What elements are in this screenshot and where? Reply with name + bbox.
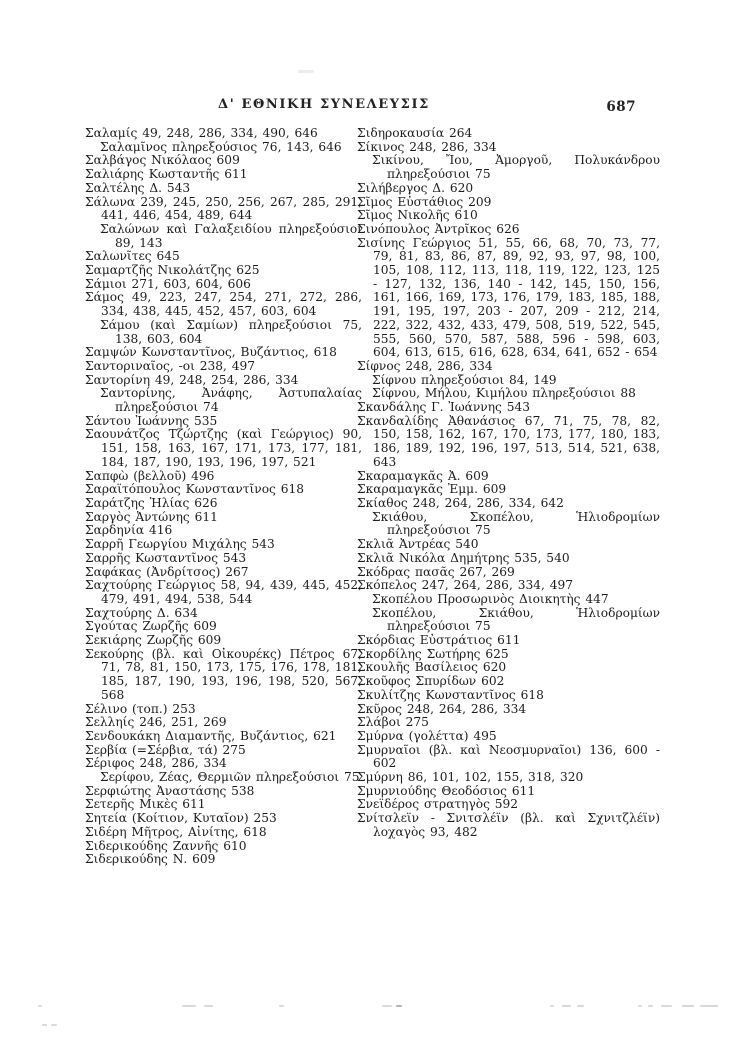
index-entry: Σαρδηνία 416: [85, 523, 173, 538]
index-entry: Σμύρνα (γολέττα) 495: [357, 728, 497, 743]
index-entry: Σαργὸς Ἀντώνης 611: [85, 509, 218, 524]
scan-noise: [30, 1004, 720, 1008]
index-entry: Σκόδρας πασᾶς 267, 269: [357, 564, 515, 579]
index-entry: Σητεία (Κοίτιον, Κυταῖον) 253: [85, 811, 277, 826]
index-entry: Σίφνου πληρεξούσιοι 84, 149: [372, 372, 557, 387]
index-entry: Σαμψών Κωνσταντῖνος, Βυζάντιος, 618: [85, 345, 337, 360]
index-entry: Σιδέρη Μῆτρος, Αἰνίτης, 618: [85, 824, 267, 839]
index-entry: Σκλιᾶ Ἀντρέας 540: [357, 537, 479, 552]
index-entry: Σκῦρος 248, 264, 286, 334: [357, 701, 527, 716]
index-entry: Σάντου Ἰωάννης 535: [85, 413, 218, 428]
index-entry: Σαντορίνη 49, 248, 254, 286, 334: [85, 372, 299, 387]
index-entry: Σῖμος Νικολῆς 610: [357, 208, 478, 223]
index-entry: Σάμιοι 271, 603, 604, 606: [85, 276, 251, 291]
page-number: 687: [606, 99, 636, 115]
index-entry: Σαλωνῖτες 645: [85, 249, 180, 264]
index-entry: Σαλβάγος Νικόλαος 609: [85, 153, 240, 168]
index-entry: Σκιάθου, Σκοπέλου, Ἡλιοδρομίων πληρεξούσιοι 75: [372, 509, 660, 538]
index-column-left: [85, 127, 362, 867]
index-entry: Σίκινος 248, 286, 334: [357, 139, 497, 154]
index-entry: Σκανδάλης Γ. Ἰωάννης 543: [357, 400, 530, 415]
index-entry: Σικίνου, Ἴου, Ἀμοργοῦ, Πολυκάνδρου πληρεξούσιοι 75: [372, 153, 660, 182]
index-entry: Σίφνος 248, 286, 334: [357, 358, 493, 373]
index-entry: Σκοῦφος Σπυρίδων 602: [357, 674, 505, 689]
index-entry: Σιδηροκαυσία 264: [357, 126, 473, 140]
index-entry: Σιδερικούδης Ν. 609: [85, 852, 216, 867]
index-entry: Σμυρναῖοι (βλ. καὶ Νεοσμυρναῖοι) 136, 600 - 602: [357, 742, 660, 771]
index-entry: Σάλωνα 239, 245, 250, 256, 267, 285, 291, 441, 446, 454, 489, 644: [85, 194, 362, 223]
index-entry: Σκυλίτζης Κωνσταντῖνος 618: [357, 687, 544, 702]
running-head: [0, 97, 744, 115]
index-column-right: [357, 127, 660, 840]
index-entry: Σαρρῆ Γεωργίου Μιχάλης 543: [85, 537, 275, 552]
index-entry: Σισίνης Γεώργιος 51, 55, 66, 68, 70, 73, 77, 79, 81, 83, 86, 87, 89, 92, 93, 97, 98, 100, 105, 108, 112, 113, 118, 119, 122, 123, 125 - 127, 132, 136, 140 - 142, 145, 150, 156, 161, 166, 169, 173, 176, 179, 183, 185, 188, 191, 195, 197, 203 - 207, 209 - 212, 214, 222, 322, 432, 433, 479, 508, 519, 522, 545, 555, 560, 570, 587, 588, 596 - 598, 603, 604, 613, 615, 616, 628, 634, 641, 652 - 654: [357, 235, 660, 360]
index-entry: Σινόπουλος Ἀντρῖκος 626: [357, 221, 520, 236]
index-entry: Σμύρνη 86, 101, 102, 155, 318, 320: [357, 770, 584, 785]
index-entry: Σκόρδιας Εὐστράτιος 611: [357, 633, 521, 648]
index-entry: Σαπφὼ (βελλοῦ) 496: [85, 468, 215, 483]
index-entry: Σαλτέλης Δ. 543: [85, 180, 191, 195]
scan-smudge: [298, 70, 314, 73]
index-entry: Σνίτσλεϊν - Σνιτσλέϊν (βλ. καὶ Σχνιτζλέϊν) λοχαγὸς 93, 482: [357, 811, 660, 839]
index-entry: Σλάβοι 275: [357, 715, 429, 730]
index-entry: Σκουλῆς Βασίλειος 620: [357, 660, 507, 675]
index-entry: Σκίαθος 248, 264, 286, 334, 642: [357, 495, 564, 510]
index-entry: Σίφνου, Μήλου, Κιμήλου πληρεξούσιοι 88: [372, 386, 636, 401]
index-entry: Σκόπελος 247, 264, 286, 334, 497: [357, 578, 573, 593]
index-entry: Σερφιώτης Ἀναστάσης 538: [85, 783, 255, 798]
index-entry: Σερίφου, Ζέας, Θερμιῶν πληρεξούσιοι 75: [100, 770, 360, 785]
index-entry: Σκαραμαγκᾶς Ἀ. 609: [357, 468, 489, 483]
index-entry: Σετερῆς Μικὲς 611: [85, 797, 206, 812]
index-entry: Σνεϊδέρος στρατηγὸς 592: [357, 797, 519, 812]
index-entry: Σκοπέλου Προσωρινὸς Διοικητὴς 447: [372, 591, 609, 606]
index-entry: Σγούτας Ζωρζῆς 609: [85, 619, 217, 634]
index-entry: Σκλιᾶ Νικόλα Δημήτρης 535, 540: [357, 550, 570, 565]
index-entry: Σῖμος Εὐστάθιος 209: [357, 194, 492, 209]
index-entry: Σέλινο (τοπ.) 253: [85, 701, 196, 716]
index-entry: Σαχτούρης Δ. 634: [85, 605, 198, 620]
index-entry: Σκανδαλίδης Ἀθανάσιος 67, 71, 75, 78, 82, 150, 158, 162, 167, 170, 173, 177, 180, 183, 186, 189, 192, 196, 197, 513, 514, 521, 638, 643: [357, 413, 660, 469]
index-entry: Σαχτούρης Γεώργιος 58, 94, 439, 445, 452, 479, 491, 494, 538, 544: [85, 578, 362, 606]
index-entry: Σαράτζης Ἠλίας 626: [85, 495, 218, 510]
index-entry: Σαλώνων καὶ Γαλαξειδίου πληρεξούσιοι 89, 143: [100, 221, 362, 250]
index-entry: Σκορδίλης Σωτήρης 625: [357, 646, 509, 661]
index-entry: Σαντοριναῖος, -οι 238, 497: [85, 358, 255, 373]
index-entry: Σμυρνιούδης Θεοδόσιος 611: [357, 783, 536, 798]
index-entry: Σεκιάρης Ζωρζῆς 609: [85, 633, 222, 648]
index-entry: Σεκούρης (βλ. καὶ Οἰκουρέκς) Πέτρος 67, 71, 78, 81, 150, 173, 175, 176, 178, 181, 185, 187, 190, 193, 196, 198, 520, 567, 568: [85, 646, 362, 702]
index-entry: Σάμου (καὶ Σαμίων) πληρεξούσιοι 75, 138, 603, 604: [100, 317, 362, 346]
index-entry: Σαφάκας (Ἀνδρίτσος) 267: [85, 564, 249, 579]
index-entry: Σαραϊτόπουλος Κωνσταντῖνος 618: [85, 482, 305, 497]
index-entry: Σελληίς 246, 251, 269: [85, 715, 227, 730]
index-entry: Σκοπέλου, Σκιάθου, Ἡλιοδρομίων πληρεξούσιοι 75: [372, 605, 660, 634]
index-entry: Σαλαμῖνος πληρεξούσιος 76, 143, 646: [100, 139, 342, 154]
index-entry: Σαρρῆς Κωσταντῖνος 543: [85, 550, 247, 565]
index-entry: Σερβία (=Σέρβια, τά) 275: [85, 742, 246, 757]
index-entry: Σαντορίνης, Ἀνάφης, Ἀστυπαλαίας πληρεξούσιοι 74: [100, 386, 362, 415]
index-entry: Σαλιάρης Κωσταντῆς 611: [85, 167, 248, 182]
index-entry: Σαλαμίς 49, 248, 286, 334, 490, 646: [85, 126, 318, 140]
index-entry: Σενδουκάκη Διαμαντῆς, Βυζάντιος, 621: [85, 728, 337, 743]
index-entry: Σαμαρτζῆς Νικολάτζης 625: [85, 263, 260, 278]
index-entry: Σάμος 49, 223, 247, 254, 271, 272, 286, 334, 438, 445, 452, 457, 603, 604: [85, 290, 362, 319]
index-entry: Σαουνάτζος Τζώρτζης (καὶ Γεώργιος) 90, 151, 158, 163, 167, 171, 173, 177, 181, 184, 187, 190, 193, 196, 197, 521: [85, 427, 362, 469]
index-entry: Σιλήβεργος Δ. 620: [357, 180, 474, 195]
index-entry: Σέριφος 248, 286, 334: [85, 756, 227, 771]
index-entry: Σκαραμαγκᾶς Ἐμμ. 609: [357, 482, 507, 497]
index-entry: Σιδερικούδης Ζαννῆς 610: [85, 838, 247, 853]
page-header-title: Δ' ΕΘΝΙΚΗ ΣΥΝΕΛΕΥΣΙΣ: [218, 97, 430, 112]
